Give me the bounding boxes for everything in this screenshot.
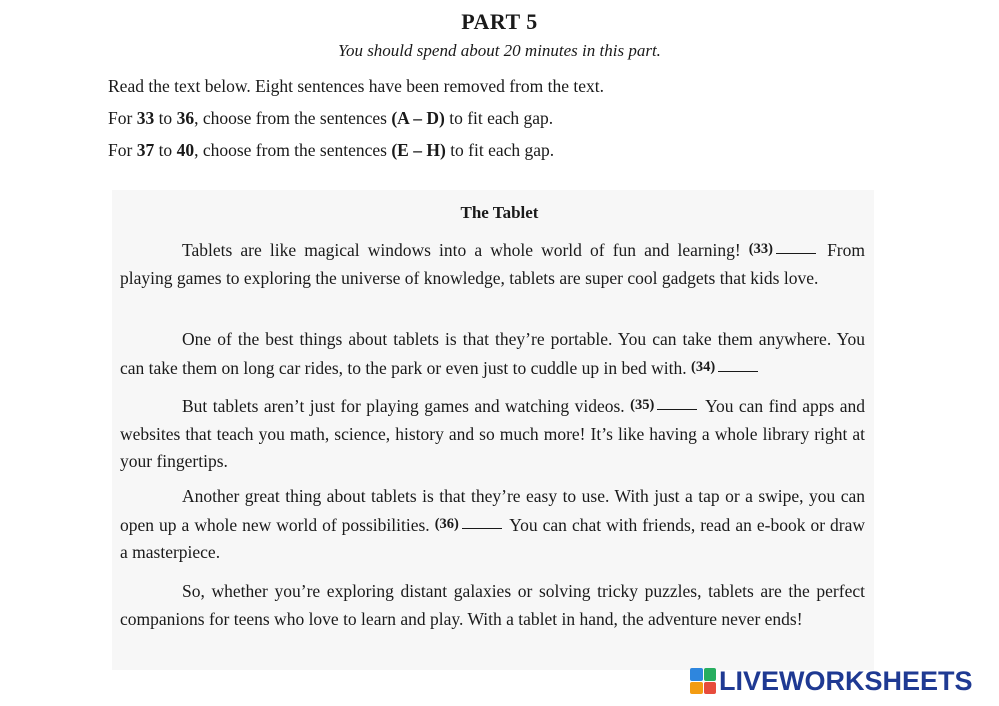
instruction-text: For [108,108,137,128]
paragraph-text: One of the best things about tablets is that they’re portable. You can take them anywhere. You can take them on long car rides, to the park or even just to cuddle up in bed with. [120,329,865,378]
answer-gap-34[interactable] [718,370,758,372]
answer-gap-35[interactable] [657,408,697,410]
instruction-text: to fit each gap. [444,108,554,128]
question-number: 36 [176,108,195,128]
paragraph-3 [120,392,865,476]
liveworksheets-icon [690,668,716,694]
gap-number-34: (34) [691,358,716,375]
instruction-text: , choose from the sentences [194,108,392,128]
article-title: The Tablet [460,203,539,222]
paragraph-text: So, whether you’re exploring distant galaxies or solving tricky puzzles, tablets are the perfect companions for teens who love to learn and play. With a tablet in hand, the adventure never ends! [120,581,865,629]
answer-gap-36[interactable] [462,527,502,529]
sentence-range: (E – H) [391,140,446,160]
logo-square [690,668,703,681]
brand-name: LIVEWORKSHEETS [719,665,973,696]
question-number: 33 [136,108,155,128]
paragraph-text: But tablets aren’t just for playing games and watching videos. [182,396,625,416]
instruction-text: to [154,108,177,128]
logo-square [690,682,703,695]
gap-number-33: (33) [748,241,773,257]
logo-square [704,682,717,695]
instruction-text: , choose from the sentences [194,140,392,160]
instruction-text: to [154,140,177,160]
instruction-line-1: Read the text below. Eight sentences have been removed from the text. [108,76,604,96]
paragraph-4 [120,483,865,567]
question-number: 40 [176,140,195,160]
paragraph-2 [120,326,865,382]
paragraph-text: You can find apps and websites that teach you math, science, history and so much more! It’s like having a whole library right at your fingertips. [120,396,865,471]
instruction-line-2 [108,108,553,129]
part-subtitle: You should spend about 20 minutes in this part. [338,41,661,60]
gap-number-35: (35) [630,397,655,413]
paragraph-text: Tablets are like magical windows into a whole world of fun and learning! [182,240,741,260]
paragraph-1 [120,236,865,292]
paragraph-text: Another great thing about tablets is that they’re easy to use. With just a tap or a swipe, you can open up a whole new world of possibilities. [120,486,865,535]
paragraph-5 [120,578,865,633]
sentence-range: (A – D) [391,108,445,128]
logo-square [704,668,717,681]
instruction-line-3 [108,140,554,161]
answer-gap-33[interactable] [776,252,816,254]
question-number: 37 [136,140,155,160]
part-title: PART 5 [461,9,538,34]
instruction-text: to fit each gap. [445,140,555,160]
instruction-text: For [108,140,137,160]
gap-number-36: (36) [434,515,459,532]
paragraph-text: From playing games to exploring the universe of knowledge, tablets are super cool gadgets that kids love. [120,240,866,288]
paragraph-text: You can chat with friends, read an e-book or draw a masterpiece. [120,514,866,562]
liveworksheets-logo [690,666,973,696]
